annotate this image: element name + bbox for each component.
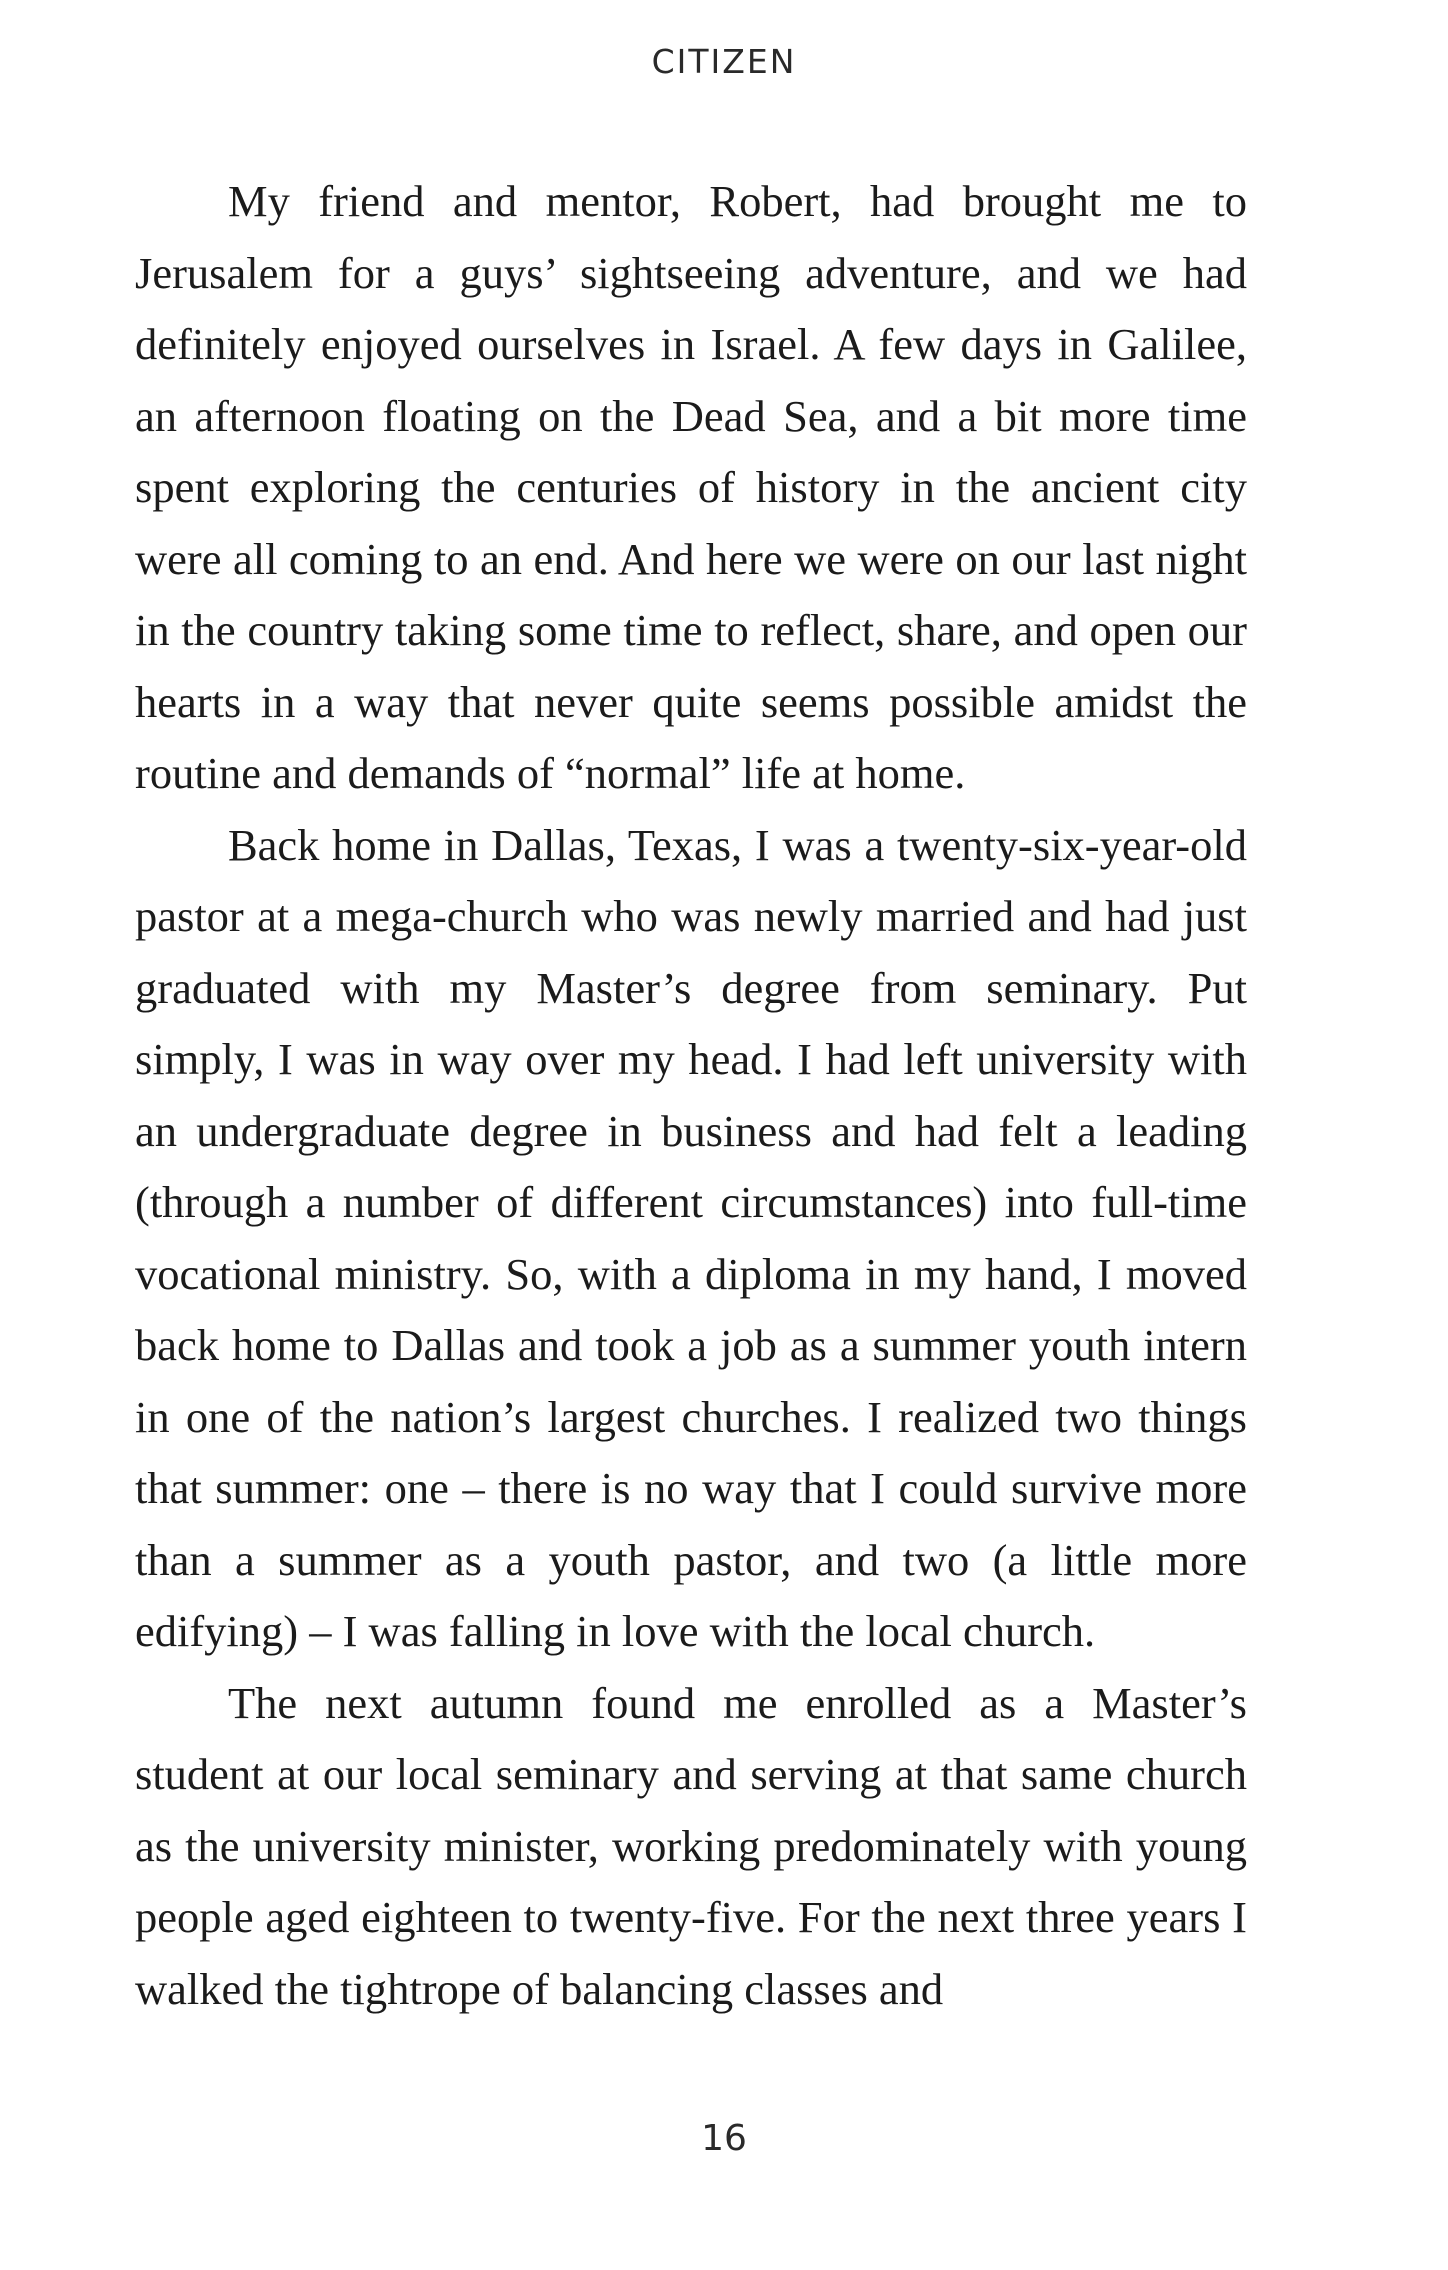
body-text [135,166,1247,2025]
paragraph-1: My friend and mentor, Robert, had brought me to Jerusalem for a guys’ sightseeing adventure, and we had definitely enjoyed ourselves in Israel. A few days in Galilee, an afternoon floating on the Dead Sea, and a bit more time spent exploring the centuries of history in the ancient city were all coming to an end. And here we were on our last night in the country taking some time to reflect, share, and open our hearts in a way that never quite seems possible amidst the routine and demands of “normal” life at home. [135,176,1247,798]
paragraph-2: Back home in Dallas, Texas, I was a twenty-six-year-old pastor at a mega-church who was newly married and had just graduated with my Master’s degree from seminary. Put simply, I was in way over my head. I had left university with an undergraduate degree in business and had felt a leading (through a number of different circumstances) into full-time vocational ministry. So, with a diploma in my hand, I moved back home to Dallas and took a job as a summer youth intern in one of the nation’s largest churches. I realized two things that summer: one – there is no way that I could survive more than a summer as a youth pastor, and two (a little more edifying) – I was falling in love with the local church. [135,819,1247,1656]
page-number: 16 [701,2118,747,2159]
paragraph-3: The next autumn found me enrolled as a Master’s student at our local seminary and serving at that same church as the university minister, working predominately with young people aged eighteen to twenty-five. For the next three years I walked the tightrope of balancing classes and [135,1677,1247,2014]
running-head-title: CITIZEN [651,42,797,81]
